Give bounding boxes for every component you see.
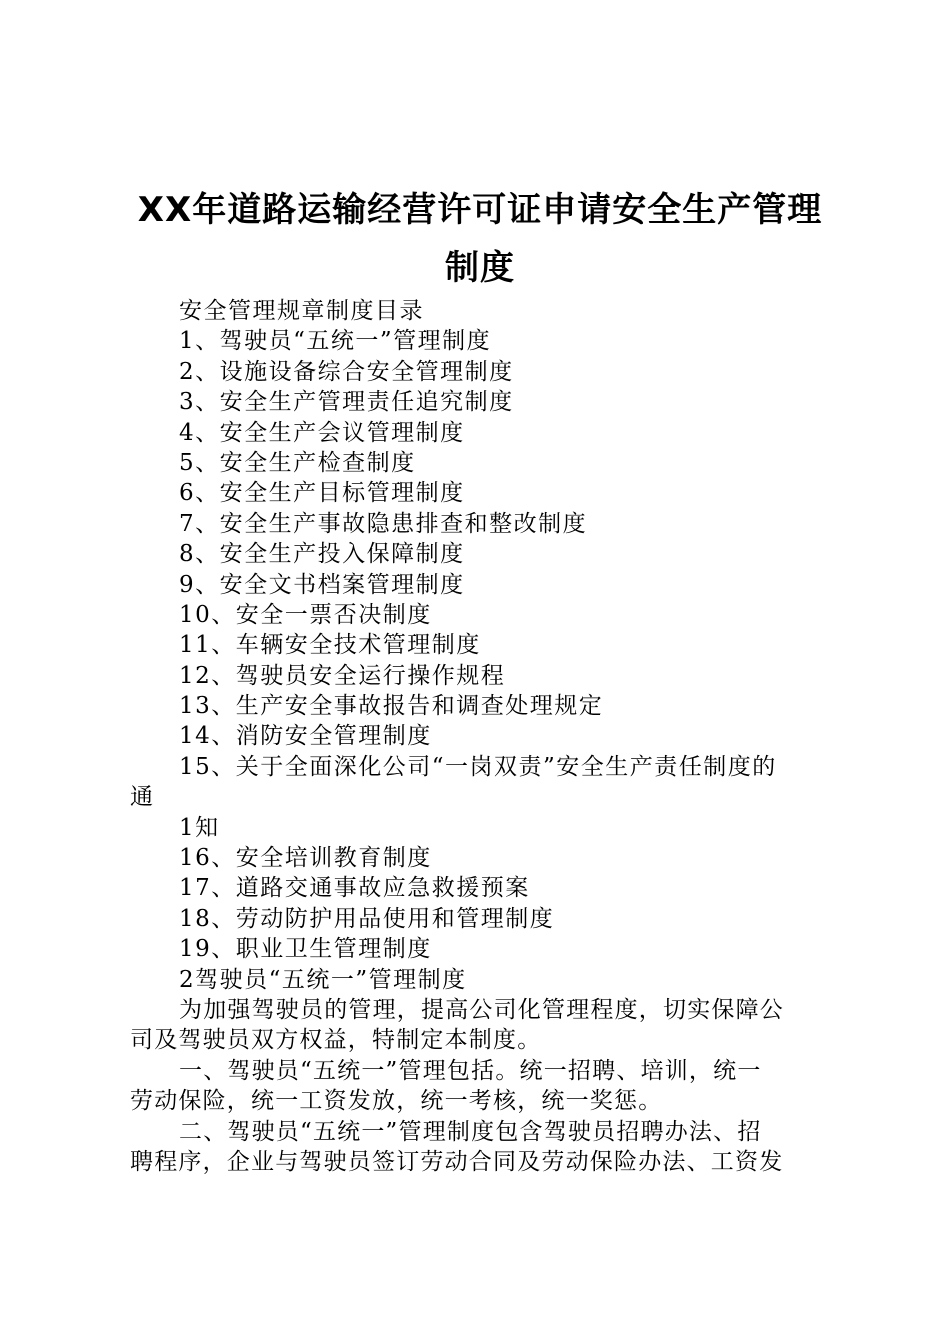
toc-item-15-line1: 15、关于全面深化公司“一岗双责”安全生产责任制度的 [179,753,777,780]
toc-item: 1、驾驶员“五统一”管理制度 [179,328,492,355]
paragraph-1-line2: 司及驾驶员双方权益，特制定本制度。 [130,1027,542,1054]
toc-item: 18、劳动防护用品使用和管理制度 [179,905,555,932]
toc-item: 8、安全生产投入保障制度 [179,541,465,568]
toc-item: 12、驾驶员安全运行操作规程 [179,662,506,689]
toc-item: 16、安全培训教育制度 [179,845,432,872]
toc-item: 17、道路交通事故应急救援预案 [179,875,530,902]
document-body [130,296,830,1177]
section-heading: 2驾驶员“五统一”管理制度 [179,966,467,993]
toc-item: 2、设施设备综合安全管理制度 [179,358,514,385]
toc-item: 5、安全生产检查制度 [179,449,416,476]
toc-item: 4、安全生产会议管理制度 [179,419,465,446]
paragraph-3-line2: 聘程序，企业与驾驶员签订劳动合同及劳动保险办法、工资发 [130,1148,784,1175]
toc-item: 3、安全生产管理责任追究制度 [179,389,514,416]
toc-item: 19、职业卫生管理制度 [179,936,432,963]
toc-item: 9、安全文书档案管理制度 [179,571,465,598]
document-title-line2: 制度 [445,248,515,288]
toc-item: 13、生产安全事故报告和调查处理规定 [179,693,604,720]
toc-item: 6、安全生产目标管理制度 [179,480,465,507]
toc-item: 10、安全一票否决制度 [179,601,432,628]
toc-item: 11、车辆安全技术管理制度 [179,632,481,659]
toc-heading: 安全管理规章制度目录 [179,298,424,324]
page-marker: 1知 [179,814,220,841]
toc-item: 14、消防安全管理制度 [179,723,432,750]
toc-item: 7、安全生产事故隐患排查和整改制度 [179,510,588,537]
paragraph-2-line1: 一、驾驶员“五统一”管理包括。统一招聘、培训，统一 [179,1057,762,1084]
toc-item-15-line2: 通 [130,784,155,811]
paragraph-3-line1: 二、驾驶员“五统一”管理制度包含驾驶员招聘办法、招 [179,1118,762,1145]
document-title-line1: XX年道路运输经营许可证申请安全生产管理 [137,190,823,230]
paragraph-2-line2: 劳动保险，统一工资发放，统一考核，统一奖惩。 [130,1088,663,1115]
paragraph-1-line1: 为加强驾驶员的管理，提高公司化管理程度，切实保障公 [179,996,784,1023]
